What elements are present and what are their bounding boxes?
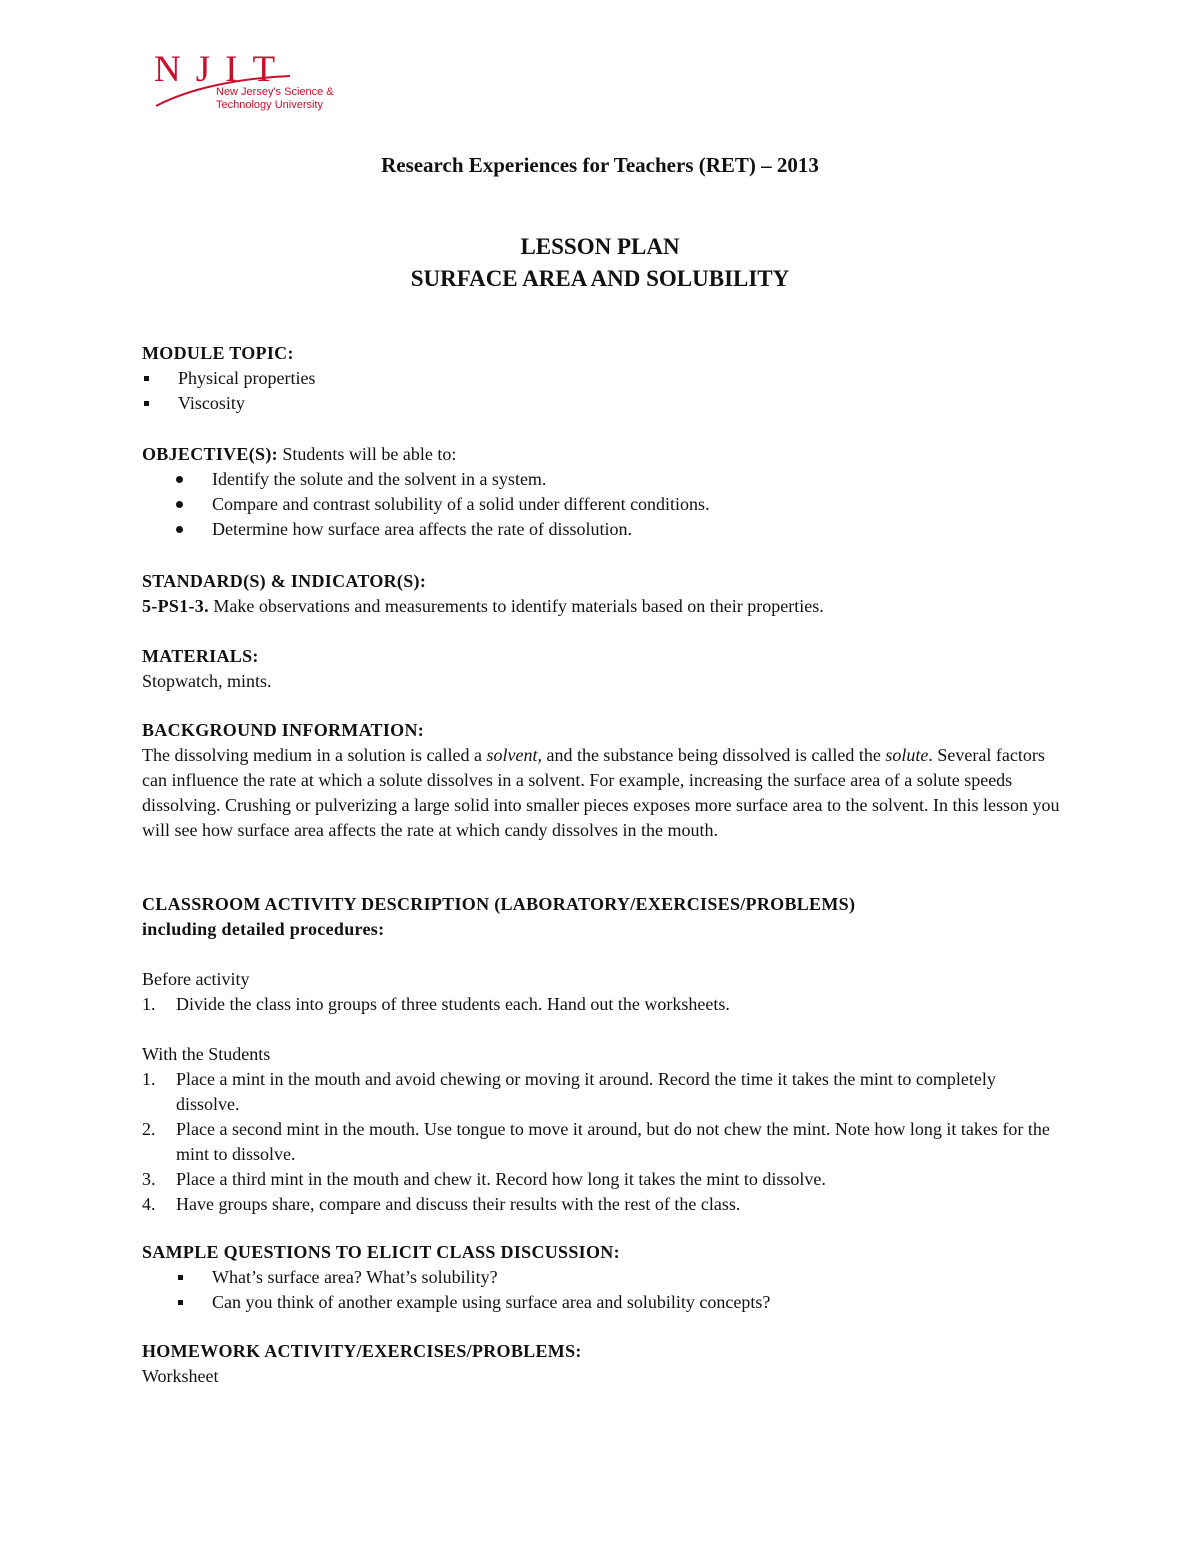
objectives-heading: OBJECTIVE(S): [142,444,278,464]
homework-heading: HOMEWORK ACTIVITY/EXERCISES/PROBLEMS: [142,1341,582,1361]
list-item [142,992,1062,1017]
questions-heading: SAMPLE QUESTIONS TO ELICIT CLASS DISCUSSION: [142,1242,620,1262]
objectives-line [142,442,1062,467]
term-solvent: solvent, [486,745,542,765]
list-item: Can you think of another example using surface area and solubility concepts? [142,1290,1062,1315]
item-number: 1. [142,994,156,1014]
item-text: Divide the class into groups of three students each. Hand out the worksheets. [176,994,730,1014]
standards-heading: STANDARD(S) & INDICATOR(S): [142,571,427,591]
activity-heading: CLASSROOM ACTIVITY DESCRIPTION (LABORATORY/EXERCISES/PROBLEMS) [142,894,856,914]
background-text-3: . Several factors can influence the rate at which a solute dissolves in a solvent. For example, increasing the surface area of a solute speeds dissolving. Crushing or pulverizing a large solid into smaller pieces exposes more surface area to the solvent. In this lesson you will see how surface area affects the rate at which candy dissolves in the mouth. [142,745,1060,840]
objectives-section [142,442,1062,542]
background-paragraph [142,743,1062,843]
standard-code: 5-PS1-3. [142,596,209,616]
with-list [142,1067,1062,1217]
list-item [142,1117,1062,1167]
homework-text: Worksheet [142,1366,219,1386]
objectives-intro: Students will be able to: [277,444,457,464]
background-text-2: and the substance being dissolved is called the [541,745,886,765]
logo-letters: NJIT [154,49,291,90]
item-number: 2. [142,1119,156,1139]
item-number: 1. [142,1069,156,1089]
item-number: 4. [142,1194,156,1214]
module-list [142,366,1062,416]
list-item: Determine how surface area affects the rate of dissolution. [142,517,1062,542]
homework-section [142,1339,1062,1389]
with-label: With the Students [142,1044,271,1064]
module-heading: MODULE TOPIC: [142,343,294,363]
item-text: Place a second mint in the mouth. Use tongue to move it around, but do not chew the mint. Note how long it takes for the mint to dissolve. [176,1119,1050,1164]
lesson-title: SURFACE AREA AND SOLUBILITY [410,266,790,291]
list-item: Physical properties [142,366,1062,391]
standards-section [142,569,1062,619]
list-item: Identify the solute and the solvent in a system. [142,467,1062,492]
njit-logo [150,48,340,118]
logo-subtitle [216,86,334,112]
list-item: Viscosity [142,391,1062,416]
logo-line-2: Technology University [216,99,323,111]
lesson-title-block [0,231,1200,295]
list-item [142,1192,1062,1217]
materials-text: Stopwatch, mints. [142,671,272,691]
activity-section [142,892,1062,1217]
list-item: What’s surface area? What’s solubility? [142,1265,1062,1290]
activity-subheading: including detailed procedures: [142,919,385,939]
list-item: Compare and contrast solubility of a solid under different conditions. [142,492,1062,517]
background-section [142,718,1062,843]
item-number: 3. [142,1169,156,1189]
logo-line-1: New Jersey's Science & [216,86,334,98]
item-text: Place a third mint in the mouth and chew it. Record how long it takes the mint to dissolve. [176,1169,826,1189]
standard-text: Make observations and measurements to identify materials based on their properties. [208,596,824,616]
before-label: Before activity [142,969,250,989]
module-section [142,341,1062,416]
program-title: Research Experiences for Teachers (RET) – 2013 [381,153,819,177]
materials-heading: MATERIALS: [142,646,259,666]
item-text: Place a mint in the mouth and avoid chewing or moving it around. Record the time it takes the mint to completely dissolve. [176,1069,996,1114]
questions-section [142,1240,1062,1315]
list-item [142,1167,1062,1192]
standards-line [142,594,1062,619]
materials-section [142,644,1062,694]
before-list [142,992,1062,1017]
questions-list [142,1265,1062,1315]
background-text-1: The dissolving medium in a solution is called a [142,745,487,765]
objectives-list [142,467,1062,542]
term-solute: solute [885,745,929,765]
background-heading: BACKGROUND INFORMATION: [142,720,425,740]
item-text: Have groups share, compare and discuss their results with the rest of the class. [176,1194,741,1214]
doc-type: LESSON PLAN [520,234,680,259]
list-item [142,1067,1062,1117]
